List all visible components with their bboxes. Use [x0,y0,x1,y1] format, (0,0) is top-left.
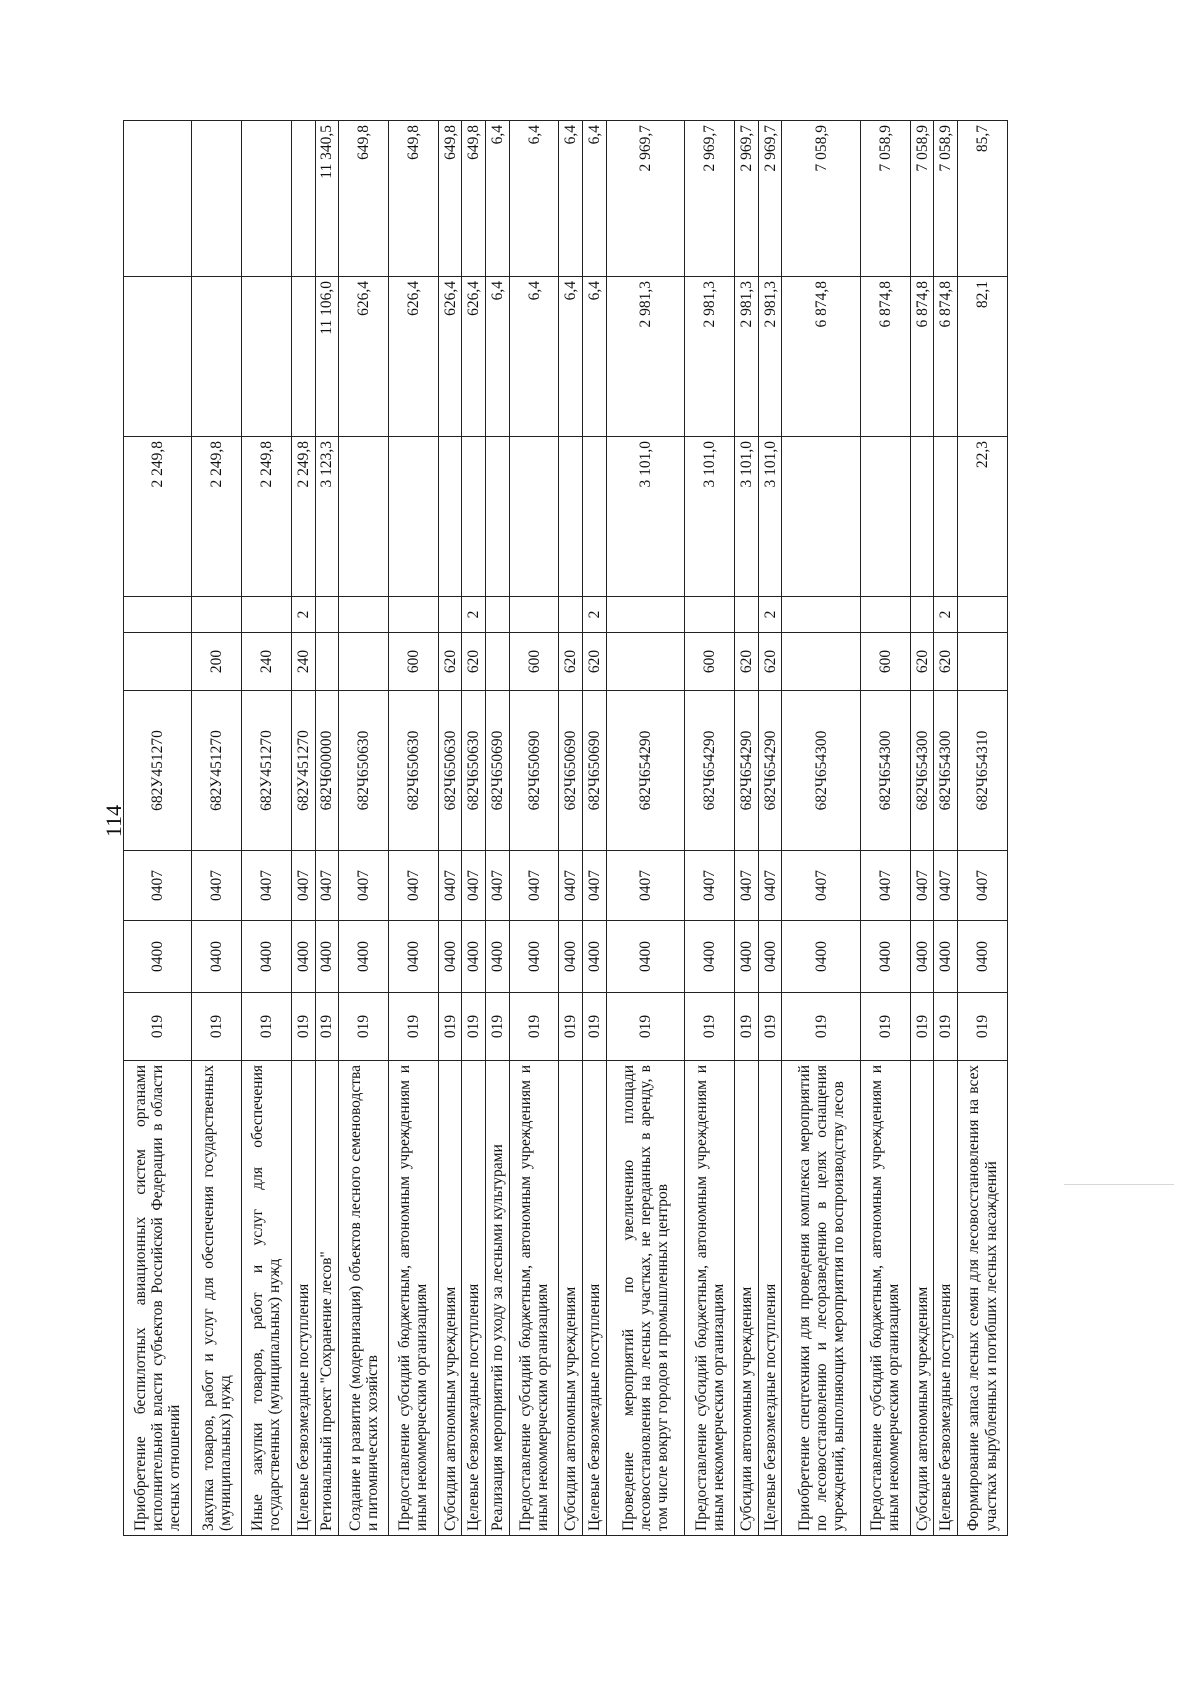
cell-year1-amount [509,437,559,597]
cell-podrazdel: 0407 [782,851,861,921]
cell-podrazdel: 0407 [735,851,759,921]
table-row [192,121,242,1536]
row-name: Предоставление субсидий бюджетным, автономным учреждениям и иным некоммерческим организациям [685,1061,735,1536]
cell-year3-amount [291,121,315,277]
cell-podrazdel: 0407 [860,851,910,921]
cell-year1-amount: 2 249,8 [242,437,292,597]
cell-expense-type [339,633,389,691]
cell-ved: 019 [910,993,934,1061]
cell-podrazdel: 0407 [315,851,339,921]
row-name: Формирование запаса лесных семян для лесовосстановления на всех участках вырубленных и погибших лесных насаждений [958,1061,1008,1536]
cell-source [606,597,685,633]
cell-year3-amount: 649,8 [438,121,462,277]
cell-source [192,597,242,633]
cell-source: 2 [291,597,315,633]
table-row [860,121,910,1536]
cell-expense-type: 600 [860,633,910,691]
cell-target-article: 682Ч654300 [910,691,934,851]
row-name: Закупка товаров, работ и услуг для обеспечения государственных (муниципальных) нужд [192,1061,242,1536]
cell-expense-type: 620 [559,633,583,691]
table-row [685,121,735,1536]
table-row [758,121,782,1536]
row-name: Целевые безвозмездные поступления [583,1061,607,1536]
cell-podrazdel: 0407 [606,851,685,921]
row-name: Создание и развитие (модернизация) объектов лесного семеноводства и питомнических хозяйств [339,1061,389,1536]
cell-year2-amount: 626,4 [339,277,389,437]
cell-podrazdel: 0407 [509,851,559,921]
cell-year1-amount: 3 123,3 [315,437,339,597]
cell-ved: 019 [583,993,607,1061]
cell-target-article: 682Ч650630 [462,691,486,851]
cell-razdel: 0400 [860,921,910,993]
cell-year2-amount: 626,4 [388,277,438,437]
cell-razdel: 0400 [315,921,339,993]
cell-expense-type: 620 [735,633,759,691]
table-row [782,121,861,1536]
cell-expense-type: 240 [291,633,315,691]
cell-year3-amount: 2 969,7 [685,121,735,277]
cell-year2-amount: 6,4 [486,277,510,437]
cell-year1-amount: 3 101,0 [685,437,735,597]
table-row [509,121,559,1536]
cell-razdel: 0400 [934,921,958,993]
table-row [388,121,438,1536]
cell-ved: 019 [438,993,462,1061]
row-name: Целевые безвозмездные поступления [758,1061,782,1536]
cell-target-article: 682Ч654290 [735,691,759,851]
row-name: Целевые безвозмездные поступления [462,1061,486,1536]
row-name: Субсидии автономным учреждениям [559,1061,583,1536]
cell-podrazdel: 0407 [958,851,1008,921]
cell-year2-amount: 2 981,3 [685,277,735,437]
cell-year2-amount: 6 874,8 [934,277,958,437]
cell-year2-amount [291,277,315,437]
cell-expense-type: 600 [388,633,438,691]
cell-year2-amount: 2 981,3 [606,277,685,437]
cell-razdel: 0400 [758,921,782,993]
cell-year1-amount [934,437,958,597]
cell-razdel: 0400 [192,921,242,993]
cell-razdel: 0400 [388,921,438,993]
cell-ved: 019 [486,993,510,1061]
cell-expense-type: 620 [583,633,607,691]
cell-razdel: 0400 [291,921,315,993]
cell-year2-amount: 11 106,0 [315,277,339,437]
cell-year2-amount: 6,4 [509,277,559,437]
cell-ved: 019 [860,993,910,1061]
table-row [315,121,339,1536]
cell-expense-type [782,633,861,691]
cell-year3-amount [124,121,192,277]
table-row [958,121,1008,1536]
cell-year2-amount [192,277,242,437]
cell-year2-amount: 6 874,8 [782,277,861,437]
cell-razdel: 0400 [559,921,583,993]
cell-podrazdel: 0407 [583,851,607,921]
cell-year3-amount: 6,4 [486,121,510,277]
cell-razdel: 0400 [486,921,510,993]
cell-year1-amount [486,437,510,597]
cell-ved: 019 [782,993,861,1061]
row-name: Предоставление субсидий бюджетным, автономным учреждениям и иным некоммерческим организациям [388,1061,438,1536]
cell-ved: 019 [559,993,583,1061]
cell-year2-amount: 6,4 [583,277,607,437]
row-name: Предоставление субсидий бюджетным, автономным учреждениям и иным некоммерческим организациям [509,1061,559,1536]
cell-podrazdel: 0407 [438,851,462,921]
cell-podrazdel: 0407 [124,851,192,921]
cell-year1-amount: 22,3 [958,437,1008,597]
table-row [486,121,510,1536]
row-name: Предоставление субсидий бюджетным, автономным учреждениям и иным некоммерческим организациям [860,1061,910,1536]
scan-artifact-line [1064,1184,1174,1185]
table-row [124,121,192,1536]
table-row [462,121,486,1536]
cell-razdel: 0400 [583,921,607,993]
cell-target-article: 682Ч654300 [860,691,910,851]
table-row [606,121,685,1536]
cell-year1-amount: 3 101,0 [735,437,759,597]
cell-expense-type [124,633,192,691]
cell-year1-amount [583,437,607,597]
cell-target-article: 682Ч650690 [509,691,559,851]
row-name: Субсидии автономным учреждениям [735,1061,759,1536]
cell-target-article: 682У451270 [192,691,242,851]
cell-ved: 019 [934,993,958,1061]
cell-target-article: 682Ч650690 [583,691,607,851]
cell-year1-amount [462,437,486,597]
cell-year3-amount: 7 058,9 [934,121,958,277]
cell-target-article: 682Ч654290 [685,691,735,851]
cell-year3-amount: 7 058,9 [860,121,910,277]
table-row [583,121,607,1536]
cell-ved: 019 [758,993,782,1061]
cell-year3-amount: 7 058,9 [910,121,934,277]
cell-ved: 019 [291,993,315,1061]
cell-target-article: 682Ч654300 [782,691,861,851]
cell-podrazdel: 0407 [192,851,242,921]
budget-table [123,120,1008,1536]
table-row [910,121,934,1536]
row-name: Целевые безвозмездные поступления [291,1061,315,1536]
row-name: Целевые безвозмездные поступления [934,1061,958,1536]
cell-year3-amount: 11 340,5 [315,121,339,277]
cell-source: 2 [758,597,782,633]
cell-target-article: 682Ч654290 [758,691,782,851]
cell-year2-amount: 6,4 [559,277,583,437]
cell-year2-amount: 626,4 [438,277,462,437]
cell-target-article: 682Ч650630 [388,691,438,851]
cell-podrazdel: 0407 [291,851,315,921]
cell-ved: 019 [958,993,1008,1061]
cell-podrazdel: 0407 [910,851,934,921]
cell-podrazdel: 0407 [462,851,486,921]
cell-target-article: 682Ч600000 [315,691,339,851]
cell-year1-amount [860,437,910,597]
cell-target-article: 682Ч650690 [486,691,510,851]
cell-source [685,597,735,633]
cell-year2-amount: 82,1 [958,277,1008,437]
cell-source [910,597,934,633]
row-name: Приобретение спецтехники для проведения комплекса мероприятий по лесовосстановлению и лесоразведению в целях оснащения учреждений, выполняющих мероприятия по воспроизводству лесов [782,1061,861,1536]
cell-expense-type: 200 [192,633,242,691]
cell-expense-type: 620 [934,633,958,691]
cell-source [486,597,510,633]
cell-source [559,597,583,633]
cell-source: 2 [934,597,958,633]
cell-year1-amount [388,437,438,597]
row-name: Приобретение беспилотных авиационных систем органами исполнительной власти субъектов Российской Федерации в области лесных отношений [124,1061,192,1536]
row-name: Региональный проект "Сохранение лесов" [315,1061,339,1536]
cell-ved: 019 [124,993,192,1061]
table-row [291,121,315,1536]
cell-target-article: 682Ч650630 [438,691,462,851]
cell-source [509,597,559,633]
cell-expense-type: 620 [462,633,486,691]
cell-year3-amount: 6,4 [559,121,583,277]
cell-expense-type [486,633,510,691]
cell-podrazdel: 0407 [388,851,438,921]
cell-year3-amount: 649,8 [462,121,486,277]
cell-year2-amount: 2 981,3 [758,277,782,437]
cell-source [339,597,389,633]
cell-podrazdel: 0407 [758,851,782,921]
cell-razdel: 0400 [735,921,759,993]
cell-source [388,597,438,633]
cell-ved: 019 [315,993,339,1061]
cell-year3-amount [192,121,242,277]
cell-razdel: 0400 [242,921,292,993]
cell-source [438,597,462,633]
row-name: Субсидии автономным учреждениям [910,1061,934,1536]
cell-ved: 019 [242,993,292,1061]
cell-expense-type [958,633,1008,691]
cell-year1-amount: 3 101,0 [758,437,782,597]
cell-year1-amount: 3 101,0 [606,437,685,597]
table-row [438,121,462,1536]
cell-razdel: 0400 [462,921,486,993]
cell-source: 2 [583,597,607,633]
cell-expense-type: 620 [758,633,782,691]
cell-razdel: 0400 [910,921,934,993]
cell-year3-amount [242,121,292,277]
page-number: 114 [101,804,126,838]
cell-year2-amount: 626,4 [462,277,486,437]
budget-table-rotated [123,121,1008,1536]
cell-expense-type: 620 [910,633,934,691]
row-name: Реализация мероприятий по уходу за лесными культурами [486,1061,510,1536]
cell-year3-amount: 85,7 [958,121,1008,277]
cell-source [315,597,339,633]
cell-podrazdel: 0407 [685,851,735,921]
cell-year1-amount [782,437,861,597]
cell-year3-amount: 2 969,7 [758,121,782,277]
cell-source: 2 [462,597,486,633]
cell-year1-amount: 2 249,8 [192,437,242,597]
cell-year2-amount: 6 874,8 [860,277,910,437]
cell-source [782,597,861,633]
cell-razdel: 0400 [958,921,1008,993]
cell-ved: 019 [192,993,242,1061]
cell-ved: 019 [735,993,759,1061]
cell-target-article: 682У451270 [124,691,192,851]
cell-source [958,597,1008,633]
cell-podrazdel: 0407 [559,851,583,921]
cell-year1-amount [910,437,934,597]
cell-ved: 019 [606,993,685,1061]
cell-target-article: 682Ч650690 [559,691,583,851]
budget-table-body [124,121,1008,1536]
cell-razdel: 0400 [124,921,192,993]
cell-ved: 019 [339,993,389,1061]
cell-year1-amount [559,437,583,597]
cell-source [860,597,910,633]
cell-year1-amount: 2 249,8 [124,437,192,597]
cell-year3-amount: 6,4 [509,121,559,277]
row-name: Субсидии автономным учреждениям [438,1061,462,1536]
table-row [242,121,292,1536]
cell-razdel: 0400 [438,921,462,993]
cell-ved: 019 [685,993,735,1061]
cell-year2-amount [242,277,292,437]
cell-razdel: 0400 [509,921,559,993]
cell-source [735,597,759,633]
cell-year3-amount: 2 969,7 [735,121,759,277]
cell-podrazdel: 0407 [242,851,292,921]
cell-expense-type [315,633,339,691]
cell-razdel: 0400 [685,921,735,993]
cell-podrazdel: 0407 [934,851,958,921]
cell-expense-type: 240 [242,633,292,691]
cell-year3-amount: 649,8 [388,121,438,277]
cell-year1-amount [339,437,389,597]
cell-razdel: 0400 [339,921,389,993]
table-row [735,121,759,1536]
cell-target-article: 682Ч654310 [958,691,1008,851]
cell-ved: 019 [509,993,559,1061]
cell-target-article: 682У451270 [242,691,292,851]
cell-year1-amount [438,437,462,597]
cell-target-article: 682Ч650630 [339,691,389,851]
row-name: Иные закупки товаров, работ и услуг для обеспечения государственных (муниципальных) нужд [242,1061,292,1536]
cell-ved: 019 [388,993,438,1061]
cell-ved: 019 [462,993,486,1061]
cell-year3-amount: 2 969,7 [606,121,685,277]
cell-expense-type: 620 [438,633,462,691]
cell-expense-type: 600 [685,633,735,691]
table-row [934,121,958,1536]
cell-source [124,597,192,633]
table-row [559,121,583,1536]
cell-target-article: 682Ч654290 [606,691,685,851]
row-name: Проведение мероприятий по увеличению площади лесовосстановления на лесных участках, не переданных в аренду, в том числе вокруг городов и промышленных центров [606,1061,685,1536]
cell-razdel: 0400 [782,921,861,993]
table-row [339,121,389,1536]
cell-podrazdel: 0407 [339,851,389,921]
cell-year3-amount: 7 058,9 [782,121,861,277]
cell-podrazdel: 0407 [486,851,510,921]
cell-year2-amount: 2 981,3 [735,277,759,437]
cell-year3-amount: 649,8 [339,121,389,277]
cell-year3-amount: 6,4 [583,121,607,277]
cell-target-article: 682У451270 [291,691,315,851]
cell-year2-amount [124,277,192,437]
cell-expense-type [606,633,685,691]
cell-source [242,597,292,633]
cell-year1-amount: 2 249,8 [291,437,315,597]
cell-razdel: 0400 [606,921,685,993]
cell-target-article: 682Ч654300 [934,691,958,851]
cell-year2-amount: 6 874,8 [910,277,934,437]
cell-expense-type: 600 [509,633,559,691]
